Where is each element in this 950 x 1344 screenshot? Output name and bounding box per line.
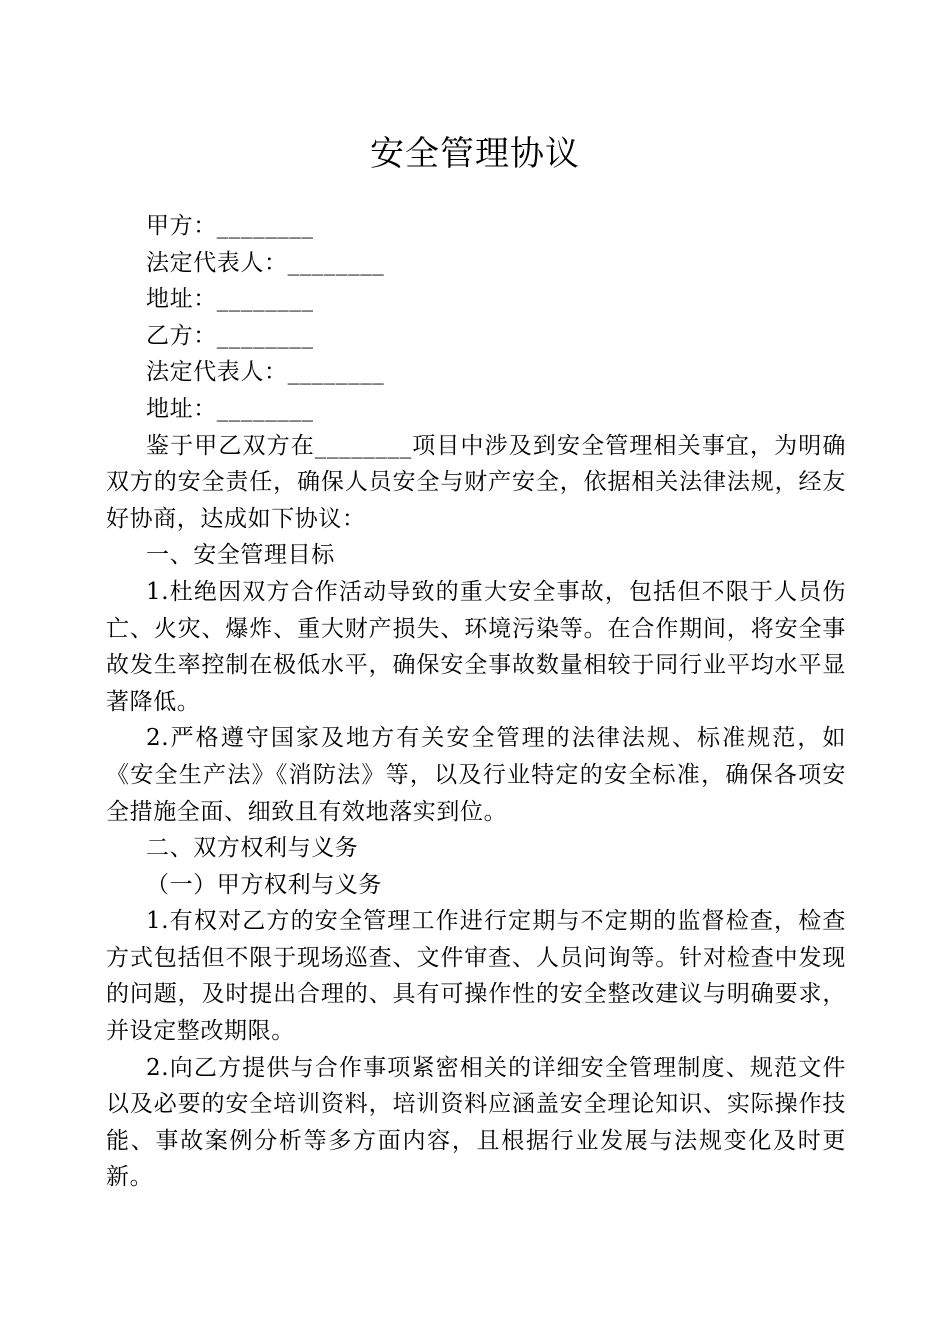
document-title: 安全管理协议 <box>370 134 580 174</box>
party-a-line: 甲方：________ <box>146 213 314 239</box>
section-1-heading: 一、安全管理目标 <box>146 542 335 569</box>
party-a-address-line: 地址：________ <box>146 286 314 313</box>
section-2-subheading-1: （一）甲方权利与义务 <box>146 871 382 898</box>
section-2-sub-1-item-1: 1.有权对乙方的安全管理工作进行定期与不定期的监督检查，检查方式包括但不限于现场巡查、文件审查、人员问询等。针对检查中发现的问题，及时提出合理的、具有可操作性的安全整改建议与明确要求，并设定整改期限。 <box>106 908 846 1045</box>
section-2-sub-1-item-2: 2.向乙方提供与合作事项紧密相关的详细安全管理制度、规范文件以及必要的安全培训资料，培训资料应涵盖安全理论知识、实际操作技能、事故案例分析等多方面内容，且根据行业发展与法规变化及时更新。 <box>106 1054 846 1191</box>
document-body <box>106 208 846 1196</box>
party-b-representative-line: 法定代表人：________ <box>146 359 385 386</box>
party-a-representative-line: 法定代表人：________ <box>146 249 385 276</box>
party-b-address-line: 地址：________ <box>146 395 314 422</box>
party-b-line: 乙方：________ <box>146 322 314 349</box>
section-1-item-1: 1.杜绝因双方合作活动导致的重大安全事故，包括但不限于人员伤亡、火灾、爆炸、重大财产损失、环境污染等。在合作期间，将安全事故发生率控制在极低水平，确保安全事故数量相较于同行业平均水平显著降低。 <box>106 578 846 715</box>
section-1-item-2: 2.严格遵守国家及地方有关安全管理的法律法规、标准规范，如《安全生产法》《消防法》等，以及行业特定的安全标准，确保各项安全措施全面、细致且有效地落实到位。 <box>106 725 846 825</box>
section-2-heading: 二、双方权利与义务 <box>146 835 359 862</box>
preamble-paragraph: 鉴于甲乙双方在________项目中涉及到安全管理相关事宜，为明确双方的安全责任，确保人员安全与财产安全，依据相关法律法规，经友好协商，达成如下协议： <box>106 432 846 532</box>
